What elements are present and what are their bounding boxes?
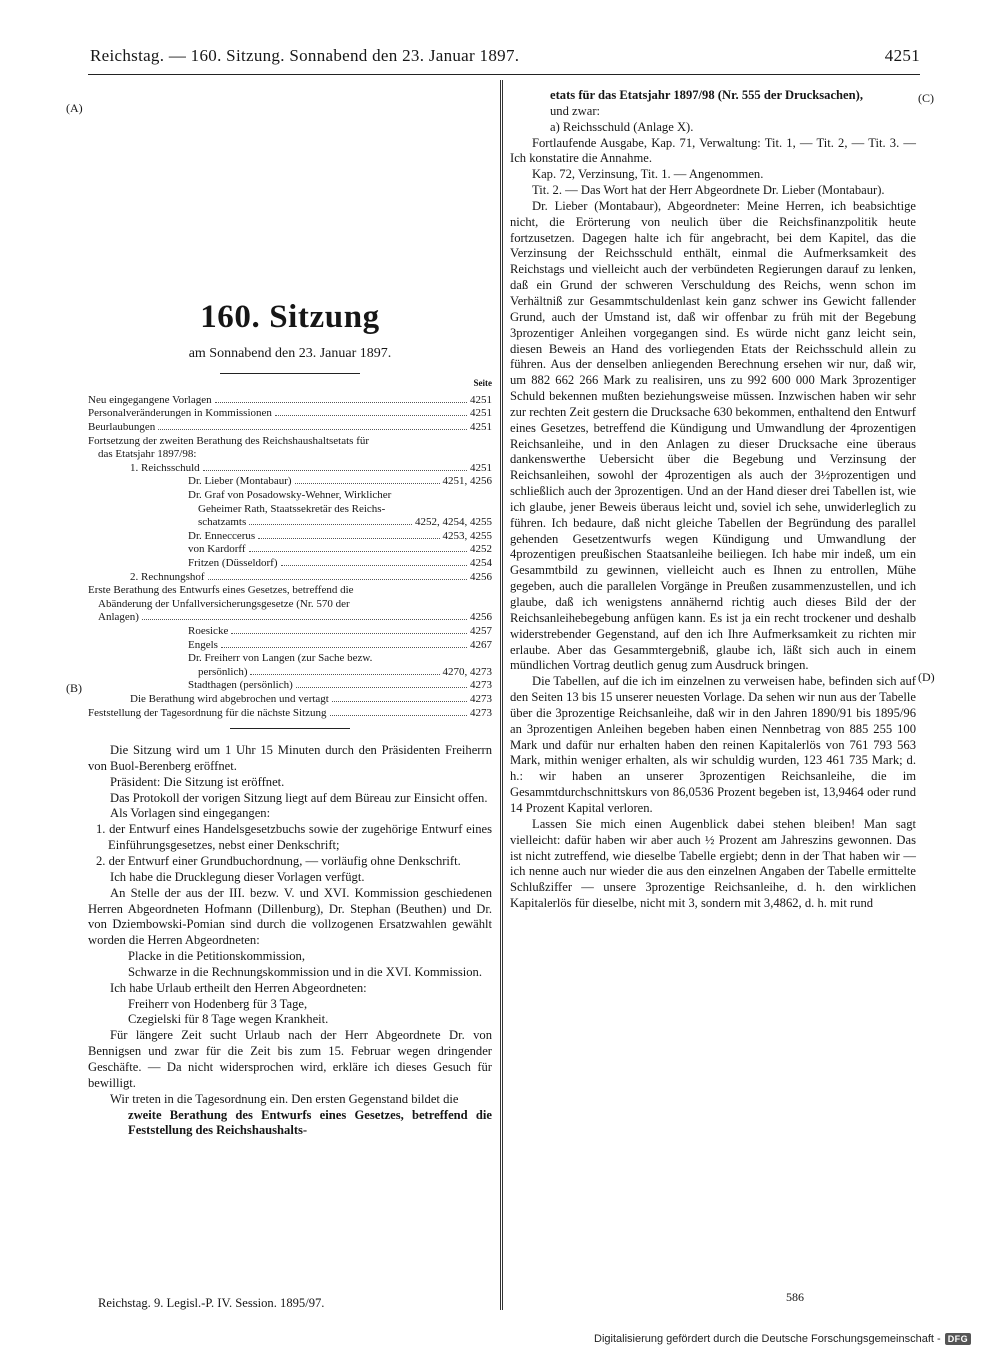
toc-entry-label: Dr. Lieber (Montabaur) (188, 475, 292, 488)
toc-entry-pages: 4254 (470, 556, 492, 569)
toc-entry-label: Neu eingegangene Vorlagen (88, 393, 212, 406)
body-paragraph: Schwarze in die Rechnungskommission und in die XVI. Kommission. (128, 964, 482, 979)
body-paragraph: Die Sitzung wird um 1 Uhr 15 Minuten durch den Präsidenten Freiherrn von Buol-Berenberg eröffnet. (88, 743, 492, 773)
toc-entry-pages: 4267 (470, 638, 492, 651)
toc-seite-label: Seite (473, 378, 492, 388)
toc-leader-dots (250, 674, 439, 675)
toc-leader-dots (231, 633, 467, 634)
toc-leader-dots (281, 565, 467, 566)
header-title: Reichstag. — 160. Sitzung. Sonnabend den 23. Januar 1897. (90, 46, 520, 65)
toc-entry-label: Roesicke (188, 624, 229, 637)
toc-entry-label: Beurlaubungen (88, 421, 156, 434)
toc-entry-label: 2. Rechnungshof (130, 570, 205, 583)
toc-entry-pages: 4273 (470, 692, 492, 705)
toc-row (88, 557, 492, 571)
body-paragraph: Lassen Sie mich einen Augenblick dabei stehen bleiben! Man sagt vielleicht: dafür haben wir aber auch ½ Prozent am Jahreszins gewonnen. Das ist nicht zutreffend, wie dieselbe Tabelle ergiebt; denn in der That haben wir — ich nenne auch nur wieder die aus den einzelnen Angaben der Tabelle ermittelte Schlußziffer — unsere 3prozentige Reichsanleihe, d. h. den wirklichen Kapitalerlös für dieselbe, nicht mit 3, sondern mit 3,4862, d. h. mit rund (510, 816, 916, 911)
toc-row (88, 475, 492, 489)
body-paragraph: und zwar: (550, 103, 601, 118)
toc-leader-dots (158, 429, 467, 430)
session-title: 160. Sitzung (200, 299, 380, 335)
body-paragraph: Wir treten in die Tagesordnung ein. Den ersten Gegenstand bildet die (110, 1091, 459, 1106)
toc-entry-pages: 4251 (470, 461, 492, 474)
toc-entry-pages: 4251 (470, 393, 492, 406)
toc-row (88, 421, 492, 435)
toc-leader-dots (208, 579, 467, 580)
body-paragraph: Czegielski für 8 Tage wegen Krankheit. (128, 1012, 329, 1027)
column-divider (500, 80, 503, 1310)
body-paragraph: Placke in die Petitionskommission, (128, 949, 306, 964)
toc-entry-label: 1. Reichsschuld (130, 461, 200, 474)
toc-entry-pages: 4252 (470, 543, 492, 556)
toc-leader-dots (296, 687, 467, 688)
toc-row (88, 707, 492, 721)
toc-leader-dots (249, 551, 467, 552)
toc-entry-pages: 4251 (470, 407, 492, 420)
body-paragraph: Ich habe die Drucklegung dieser Vorlagen verfügt. (110, 869, 365, 884)
toc-entry-label: das Etatsjahr 1897/98: (98, 448, 197, 461)
toc-entry-pages: 4253, 4255 (442, 529, 492, 542)
margin-marker-a: (A) (66, 101, 83, 115)
margin-marker-c: (C) (918, 91, 934, 105)
toc-leader-dots (221, 647, 467, 648)
body-paragraph: Ich habe Urlaub ertheilt den Herren Abgeordneten: (110, 980, 367, 995)
session-subtitle: am Sonnabend den 23. Januar 1897. (188, 346, 392, 361)
toc-row (88, 503, 492, 517)
toc-row (88, 611, 492, 625)
margin-marker-d: (D) (918, 670, 935, 684)
header-page-number: 4251 (884, 46, 920, 65)
toc-row (88, 666, 492, 680)
toc-row (88, 448, 492, 462)
toc-entry-label: Geheimer Rath, Staatssekretär des Reichs- (198, 502, 386, 515)
toc-row (88, 543, 492, 557)
footer-left: Reichstag. 9. Legisl.-P. IV. Session. 1895/97. (98, 1296, 325, 1310)
toc-entry-label: Abänderung der Unfallversicherungsgesetze (Nr. 570 der (98, 597, 350, 610)
toc-row (88, 598, 492, 612)
body-paragraph: Die Tabellen, auf die ich im einzelnen zu verweisen habe, befinden sich auf den Seiten 13 bis 15 unserer neuesten Vorlage. Da sehen wir nun aus der Tabelle über die 3prozentige Reichsanleihe, daß wir in den Jahren 1890/91 bis 1895/96 an 3prozentigen Anleihen begeben haben einen Nennbetrag von 885 255 100 Mark und dafür nur erhalten haben den reinen Kapitalerlös von 761 793 563 Mark, mithin weniger erhalten, als wir schuldig wurden, 123 461 735 Mark; d. h.: wir haben an unserer 3prozentigen Reichsanleihe, die im Gesammtdurchschnittskurs von 86,0536 Prozent begeben ist, 13,9464 oder rund 14 Prozent Kapital verloren. (510, 674, 916, 815)
toc-leader-dots (203, 470, 467, 471)
toc-leader-dots (249, 524, 412, 525)
toc-entry-label: Personalveränderungen in Kommissionen (88, 407, 272, 420)
toc-entry-pages: 4256 (470, 570, 492, 583)
body-paragraph: An Stelle der aus der III. bezw. V. und XVI. Kommission geschiedenen Herren Abgeordneten Hofmann (Dillenburg), Dr. Stephan (Beuthen) und Dr. von Dziembowski-Pomian sind durch die vollzogenen Ersatzwahlen gewählt worden die Herren Abgeordneten: (88, 885, 492, 948)
toc-row (88, 462, 492, 476)
toc-row (88, 489, 492, 503)
toc-entry-label: Dr. Freiherr von Langen (zur Sache bezw. (188, 652, 373, 665)
toc-entry-label: schatzamts (198, 516, 247, 529)
dfg-logo-icon: DFG (945, 1333, 972, 1345)
body-paragraph: Kap. 72, Verzinsung, Tit. 1. — Angenommen. (532, 167, 764, 182)
toc-entry-label: Dr. Graf von Posadowsky-Wehner, Wirklicher (188, 489, 392, 501)
toc-entry-label: Engels (188, 638, 218, 651)
toc-entry-label: von Kardorff (188, 543, 246, 556)
running-header (90, 46, 920, 70)
body-paragraph: a) Reichsschuld (Anlage X). (550, 119, 694, 134)
body-paragraph: 1. der Entwurf eines Handelsgesetzbuchs sowie der zugehörige Entwurf eines Einführungsgesetzes, nebst einer Denkschrift; (96, 822, 492, 853)
body-paragraph: 2. der Entwurf einer Grundbuchordnung, — vorläufig ohne Denkschrift. (96, 854, 461, 868)
left-body-text (88, 743, 492, 1139)
body-paragraph: zweite Berathung des Entwurfs eines Gesetzes, betreffend die Feststellung des Reichshaushalts- (128, 1107, 492, 1138)
toc-row (88, 394, 492, 408)
left-column (88, 82, 492, 1139)
toc-entry-label: persönlich) (198, 665, 248, 678)
toc-row (88, 639, 492, 653)
header-rule (88, 74, 920, 75)
toc-row (88, 584, 492, 598)
margin-marker-b: (B) (66, 681, 82, 695)
toc-entry-pages: 4273 (470, 679, 492, 692)
body-paragraph: Für längere Zeit sucht Urlaub nach der Herr Abgeordnete Dr. von Bennigsen und zwar für die Zeit bis zum 15. Februar wegen dringender Geschäfte. — Da nicht widersprochen wird, erkläre ich dieses Gesuch für bewilligt. (88, 1028, 492, 1090)
toc-row (88, 530, 492, 544)
toc-leader-dots (295, 483, 440, 484)
toc-row (88, 435, 492, 449)
toc-entry-pages: 4251 (470, 421, 492, 434)
toc-leader-dots (330, 715, 467, 716)
toc-leader-dots (275, 415, 467, 416)
toc-leader-dots (215, 402, 467, 403)
toc-entry-label: Dr. Enneccerus (188, 529, 256, 542)
toc-row (88, 679, 492, 693)
toc-leader-dots (332, 701, 467, 702)
toc-entry-pages: 4252, 4254, 4255 (415, 516, 492, 529)
body-paragraph: Dr. Lieber (Montabaur), Abgeordneter: Meine Herren, ich beabsichtige nicht, die Erörterung von neulich über die Reichsfinanzpolitik heute fortzusetzen. Dagegen halte ich für angebracht, bei dem Kapitel, das die Verzinsung der Reichsschuld enthält, einmal die Aufmerksamkeit des Reichstags und vielleicht auch der verbündeten Regierungen darauf zu lenken, daß ein Grund der schweren Verschuldung des Reichs, wenn schon im Verhältniß zur Gesammtschuldenlast kein ganz schwer ins Gewicht fallender Grund, auch der Umstand ist, daß wir offenbar zu früh mit der Begebung 3prozentiger Anleihen vorgegangen sind. Es würde nicht ganz leicht sein, diesen Beweis an Hand des vorliegenden Etats der Reichsschuld allein zu führen. Aus der denselben anliegenden Berechnung ersehen wir nur, daß wir, um 882 662 266 Mark zu realisiren, uns zu 992 600 000 Mark 3prozentiger Schuld bekennen mußten beziehungsweise müssen. Inzwischen haben wir sehr zur rechten Zeit gestern die Drucksache 630 bekommen, enthaltend den Entwurf eines Gesetzes, betreffend die Kündigung und Umwandlung der 4prozentigen Reichsanleihe, und in den Anlagen zu dieser Drucksache eine überaus dankenswerthe Uebersicht über die Begebung und Verzinsung der Reichsanleihen, sowohl der 4prozentigen als auch der 3½prozentigen und schließlich auch der 3prozentigen. Und an der Hand dieser drei Tabellen ist, wie ich glaube, jener Beweis überaus leicht und, soviel ich sehe, unwiderleglich zu führen. Ich bedaure, daß nicht gleiche Tabellen der Begründung des parallel gehenden Gesetzentwurfs wegen Kündigung und Umwandlung der 4prozentigen preußischen Staatsanleihe beiliegen. Ich habe mir indeß, um ein Gesammtbild zu gewinnen, vielleicht auch es Ihnen zu entrollen, Mühe gegeben, auch die parallelen Vorgänge in Preußen zusammenzustellen, und ich glaube, daß ich wenigstens annähernd richtig auch dieses Bild der der Reichsanleihebegebung anfügen kann. Es ist ja ein recht trockener und deshalb widerstrebender Gegenstand, auf den ich Ihre Aufmerksamkeit zu richten mir erlaube. Aber das Gesammtergebniß, glaube ich, läßt sich auch in einem mündlichen Vortrag deutlich genug zum Ausdruck bringen. (510, 198, 916, 673)
body-paragraph: Als Vorlagen sind eingegangen: (110, 806, 271, 821)
body-paragraph: Präsident: Die Sitzung ist eröffnet. (110, 774, 285, 789)
credit-text: Digitalisierung gefördert durch die Deutsche Forschungsgemeinschaft - (594, 1333, 941, 1345)
toc-leader-dots (142, 619, 467, 620)
toc-entry-label: Stadthagen (persönlich) (188, 679, 293, 692)
toc-entry-pages: 4256 (470, 611, 492, 624)
toc-row (88, 407, 492, 421)
toc-entry-pages: 4251, 4256 (442, 475, 492, 488)
toc-row (88, 652, 492, 666)
toc-entry-label: Fortsetzung der zweiten Berathung des Reichshaushaltsetats für (88, 434, 370, 447)
toc-entry-pages: 4270, 4273 (442, 665, 492, 678)
body-paragraph: Freiherr von Hodenberg für 3 Tage, (128, 996, 308, 1011)
toc-entry-pages: 4273 (470, 706, 492, 719)
toc-entry-label: Fritzen (Düsseldorf) (188, 556, 278, 569)
footer-right: 586 (786, 1290, 804, 1304)
toc-entry-pages: 4257 (470, 624, 492, 637)
toc-entry-label: Die Berathung wird abgebrochen und vertagt (130, 692, 329, 705)
body-paragraph: Fortlaufende Ausgabe, Kap. 71, Verwaltung: Tit. 1, — Tit. 2, — Tit. 3. — Ich konstatire die Annahme. (510, 135, 916, 166)
table-of-contents (88, 394, 492, 720)
toc-entry-label: Erste Berathung des Entwurfs eines Gesetzes, betreffend die (88, 584, 354, 597)
body-paragraph: Tit. 2. — Das Wort hat der Herr Abgeordnete Dr. Lieber (Montabaur). (532, 183, 885, 198)
right-column (510, 88, 916, 912)
toc-entry-label: Anlagen) (98, 611, 139, 624)
title-rule (220, 373, 360, 374)
digitization-credit (594, 1333, 971, 1345)
toc-entry-label: Feststellung der Tagesordnung für die nächste Sitzung (88, 706, 327, 719)
toc-leader-dots (258, 538, 439, 539)
body-paragraph: Das Protokoll der vorigen Sitzung liegt auf dem Büreau zur Einsicht offen. (110, 790, 488, 805)
toc-row (88, 571, 492, 585)
toc-row (88, 516, 492, 530)
toc-end-rule (230, 728, 350, 729)
body-paragraph: etats für das Etatsjahr 1897/98 (Nr. 555 der Drucksachen), (550, 88, 863, 102)
toc-row (88, 693, 492, 707)
toc-row (88, 625, 492, 639)
